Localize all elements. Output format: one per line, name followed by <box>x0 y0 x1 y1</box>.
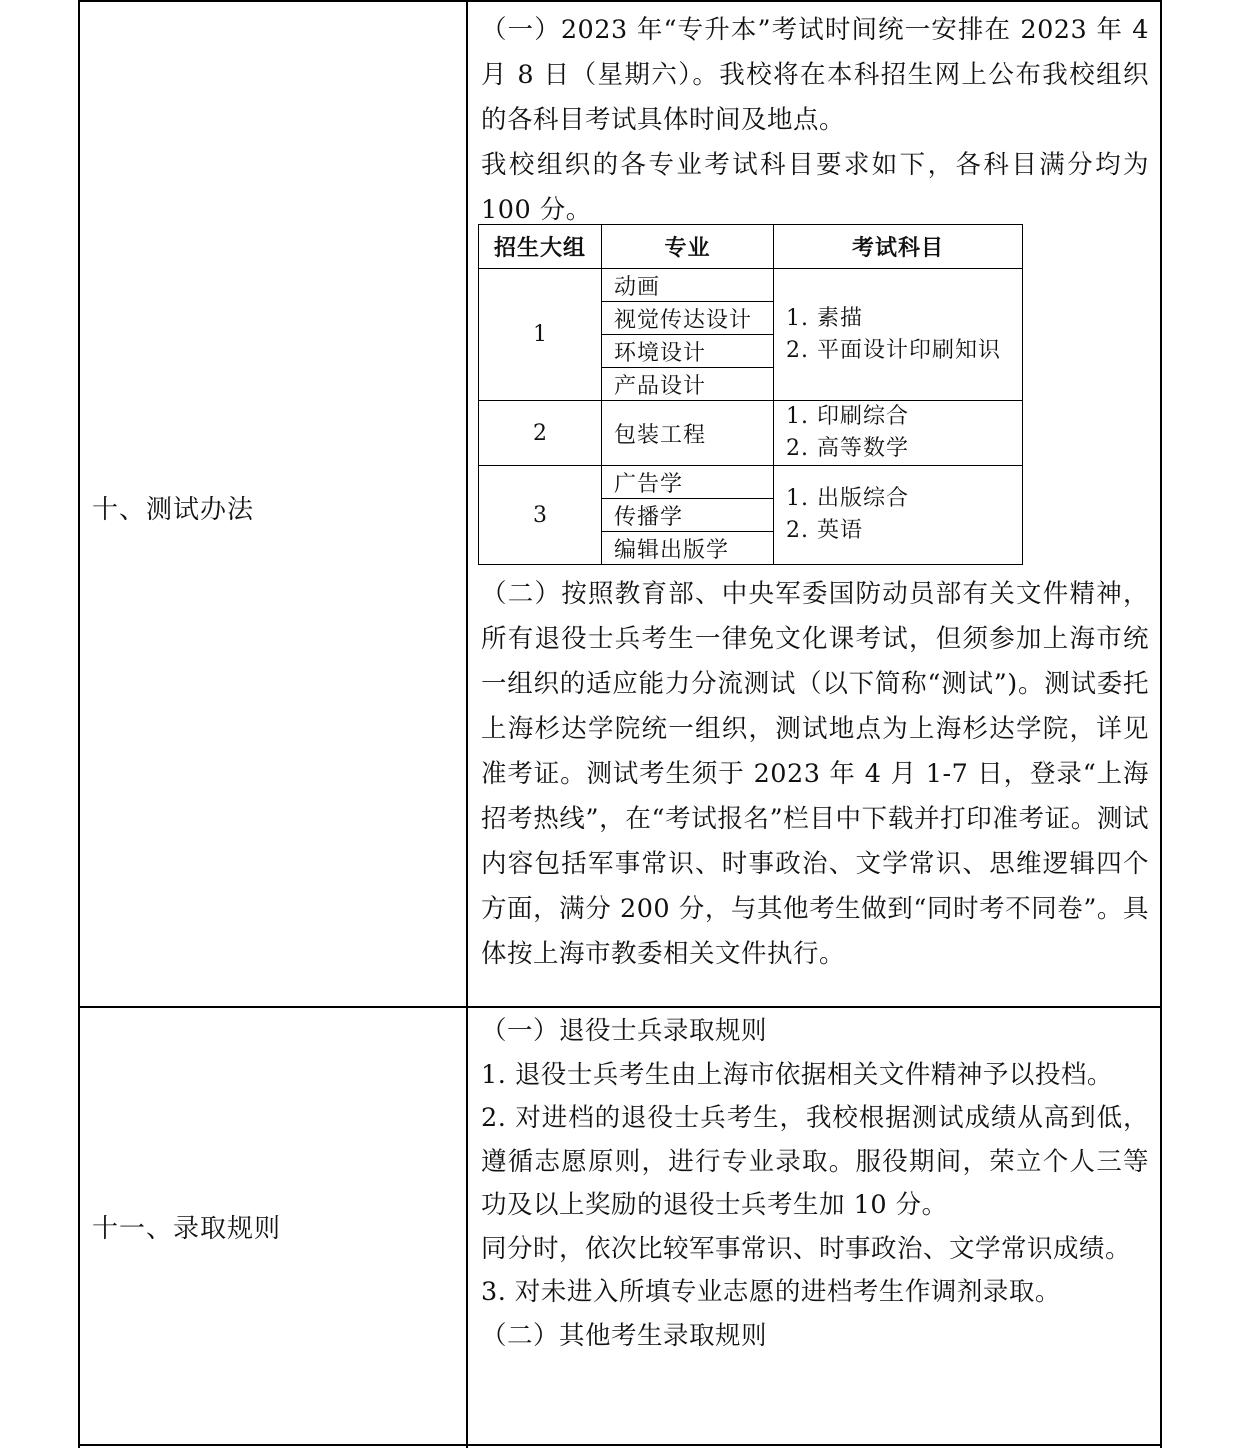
major-cell: 传播学 <box>602 499 774 532</box>
major-cell: 包装工程 <box>602 401 774 466</box>
rule-line: （一）退役士兵录取规则 <box>481 1016 768 1046</box>
table-row <box>479 466 1023 499</box>
exam-subjects-table <box>478 224 1023 565</box>
subjects-cell <box>774 466 1023 565</box>
subject-item: 1. 印刷综合 <box>786 404 909 429</box>
major-cell: 动画 <box>602 269 774 302</box>
section-10-intro <box>481 8 1149 233</box>
major-cell: 视觉传达设计 <box>602 302 774 335</box>
rule-line: 3. 对未进入所填专业志愿的进档考生作调剂录取。 <box>481 1277 1061 1307</box>
rule-line: 同分时，依次比较军事常识、时事政治、文学常识成绩。 <box>481 1233 1132 1264</box>
subject-item: 2. 英语 <box>786 518 863 543</box>
subject-item: 1. 出版综合 <box>786 486 909 511</box>
group-cell: 1 <box>479 269 602 401</box>
military-test-paragraph: （二）按照教育部、中央军委国防动员部有关文件精神，所有退役士兵考生一律免文化课考试，但须参加上海市统一组织的适应能力分流测试（以下简称“测试”)。测试委托上海杉达学院统一组织，测试地点为上海杉达学院，详见准考证。测试考生须于 2023 年 4 月 1-7 日，登录“上海招考热线”，在“考试报名”栏目中下载并打印准考证。测试内容包括军事常识、时事政治、文学常识、思维逻辑四个方面，满分 200 分，与其他考生做到“同时考不同卷”。具体按上海市教委相关文件执行。 <box>481 579 1149 969</box>
frame-top-line <box>78 0 1162 2</box>
subject-item: 2. 平面设计印刷知识 <box>786 337 1001 363</box>
major-cell: 编辑出版学 <box>602 532 774 565</box>
subject-item: 2. 高等数学 <box>786 436 909 461</box>
table-row <box>479 401 1023 466</box>
subjects-cell <box>774 401 1023 466</box>
section-10-paragraph-2 <box>481 572 1149 977</box>
rule-line: 2. 对进档的退役士兵考生，我校根据测试成绩从高到低，遵循志愿原则，进行专业录取。服役期间，荣立个人三等功及以上奖励的退役士兵考生加 10 分。 <box>481 1103 1149 1220</box>
rule-line: 1. 退役士兵考生由上海市依据相关文件精神予以投档。 <box>481 1059 1113 1090</box>
row-divider-line <box>78 1006 1162 1008</box>
frame-right-line <box>1160 0 1162 1448</box>
table-header-row <box>479 225 1023 269</box>
major-cell: 广告学 <box>602 466 774 499</box>
frame-left-line <box>78 0 80 1448</box>
header-major: 专业 <box>602 225 774 269</box>
major-cell: 环境设计 <box>602 335 774 368</box>
section-11-label: 十一、录取规则 <box>92 1214 282 1244</box>
subject-item: 1. 素描 <box>786 305 863 331</box>
header-subjects: 考试科目 <box>774 225 1023 269</box>
table-row <box>479 269 1023 302</box>
group-cell: 3 <box>479 466 602 565</box>
subjects-cell <box>774 269 1023 401</box>
frame-bottom-line <box>78 1444 1162 1446</box>
frame-middle-line <box>466 0 468 1448</box>
intro-paragraph-1: （一）2023 年“专升本”考试时间统一安排在 2023 年 4 月 8 日（星期六）。我校将在本科招生网上公布我校组织的各科目考试具体时间及地点。 <box>481 15 1149 135</box>
section-10-label: 十、测试办法 <box>92 495 255 525</box>
rule-line: （二）其他考生录取规则 <box>481 1320 768 1351</box>
intro-paragraph-2: 我校组织的各专业考试科目要求如下，各科目满分均为 100 分。 <box>481 150 1149 225</box>
group-cell: 2 <box>479 401 602 466</box>
section-11-content <box>481 1010 1149 1358</box>
major-cell: 产品设计 <box>602 368 774 401</box>
header-group: 招生大组 <box>479 225 602 269</box>
